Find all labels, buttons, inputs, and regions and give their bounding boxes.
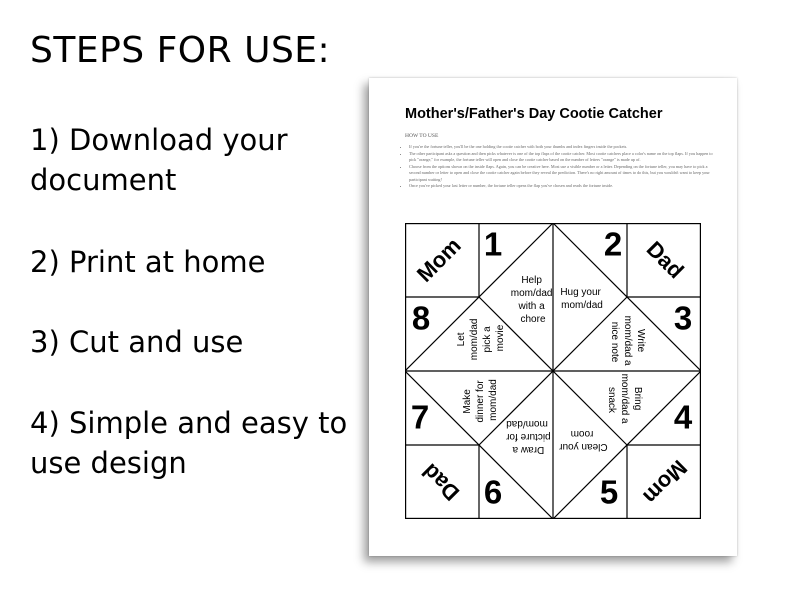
corner-dad-top-right: Dad bbox=[641, 236, 689, 284]
task-pick-movie: Let mom/dad pick a movie bbox=[456, 318, 506, 361]
step-4-line-1: 4) Simple and easy to bbox=[30, 406, 348, 440]
step-1 bbox=[30, 120, 288, 200]
task-make-dinner: Make dinner for mom/dad bbox=[462, 379, 499, 423]
step-2-line-1: 2) Print at home bbox=[30, 245, 266, 279]
task-bring-snack: Bring mom/dad a snack bbox=[606, 373, 643, 424]
task-hug: Hug your mom/dad bbox=[560, 287, 603, 311]
corner-mom-top-left: Mom bbox=[411, 232, 466, 287]
number-8: 8 bbox=[411, 299, 431, 337]
step-4 bbox=[30, 403, 347, 483]
task-write-note: Write mom/dad a nice note bbox=[609, 315, 646, 366]
instruction-list bbox=[399, 144, 719, 190]
step-1-line-2: document bbox=[30, 163, 177, 197]
task-draw-picture: Draw a picture for mom/dad bbox=[506, 418, 551, 455]
cootie-catcher bbox=[405, 223, 701, 519]
number-3: 3 bbox=[673, 299, 693, 337]
document-preview bbox=[369, 78, 737, 556]
step-3 bbox=[30, 322, 243, 362]
instruction-item: • Choose from the options shown on the inside flaps. Again, you can be creative here. Most use a visible number or a letter. Depending on the fortune teller, you may have to pick a second number or letter to open and close the cootie catcher again before they reveal the prediction. There's no right amount of times to do this, but you wouldn't want to keep your participant waiting! bbox=[409, 164, 719, 184]
step-1-line-1: 1) Download your bbox=[30, 123, 288, 157]
number-5: 5 bbox=[599, 473, 619, 511]
task-clean-room: Clean your room bbox=[559, 428, 608, 452]
document-title: Mother's/Father's Day Cootie Catcher bbox=[405, 106, 663, 122]
instruction-item: • The other participant asks a question and then picks whatever is one of the top flaps of the cootie catcher. Most cootie catchers place a color's name on the top flaps. If you happen to pick "orange," for example, the fortune teller will open and close the cootie catcher based on the number of letters "orange" is made up of. bbox=[409, 151, 719, 164]
number-7: 7 bbox=[410, 398, 430, 436]
corner-dad-bottom-left: Dad bbox=[417, 458, 465, 506]
instruction-item: • If you're the fortune teller, you'll be the one holding the cootie catcher with both your thumbs and index fingers inside the pockets. bbox=[409, 144, 719, 151]
instruction-item: • Once you've picked your last letter or number, the fortune teller opens the flap you've chosen and reads the fortune inside. bbox=[409, 183, 719, 190]
number-6: 6 bbox=[483, 473, 503, 511]
task-help-chore: Help mom/dad with a chore bbox=[510, 275, 553, 325]
steps-heading: STEPS FOR USE: bbox=[30, 30, 331, 71]
step-4-line-2: use design bbox=[30, 446, 187, 480]
corner-mom-bottom-right: Mom bbox=[638, 455, 693, 510]
step-2 bbox=[30, 242, 265, 282]
number-1: 1 bbox=[483, 225, 503, 263]
number-2: 2 bbox=[603, 225, 623, 263]
number-4: 4 bbox=[673, 398, 693, 436]
step-3-line-1: 3) Cut and use bbox=[30, 325, 244, 359]
how-to-heading: HOW TO USE bbox=[405, 133, 439, 139]
